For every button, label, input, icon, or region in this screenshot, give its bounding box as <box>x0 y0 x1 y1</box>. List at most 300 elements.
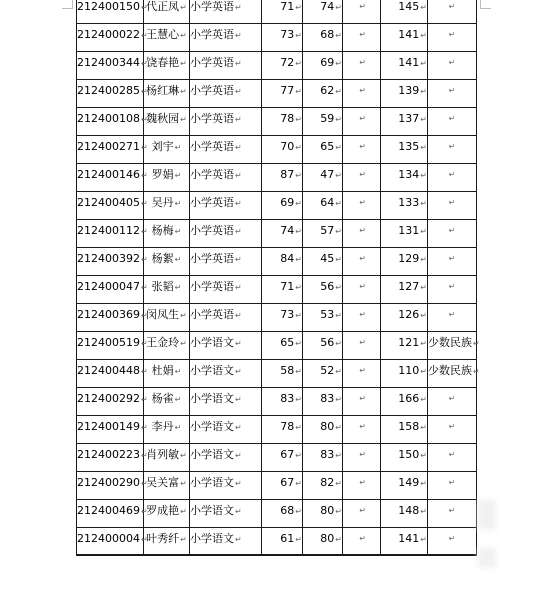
cell-blank <box>343 331 381 359</box>
cell-total <box>381 359 428 387</box>
cell-note <box>428 51 477 79</box>
paragraph-mark-icon: ↵ <box>359 141 366 151</box>
cell-id-text: 212400223 <box>77 447 140 461</box>
cell-score-1-text: 78 <box>280 111 295 125</box>
table-row <box>77 303 477 331</box>
cell-id <box>77 359 148 387</box>
paragraph-mark-icon: ↵ <box>295 282 302 292</box>
cell-score-2-text: 47 <box>320 167 335 181</box>
paragraph-mark-icon: ↵ <box>335 338 342 348</box>
cell-subject <box>190 527 262 555</box>
paragraph-mark-icon: ↵ <box>141 422 148 432</box>
cell-score-2-text: 80 <box>320 503 335 517</box>
cell-blank <box>343 387 381 415</box>
paragraph-mark-icon: ↵ <box>420 450 427 460</box>
cell-name <box>144 527 190 555</box>
paragraph-mark-icon: ↵ <box>141 366 148 376</box>
cell-total-text: 141 <box>398 27 420 41</box>
cell-total <box>381 135 428 163</box>
paragraph-mark-icon: ↵ <box>235 226 242 236</box>
cell-note <box>428 443 477 471</box>
paragraph-mark-icon: ↵ <box>141 198 148 208</box>
paragraph-mark-icon: ↵ <box>235 366 242 376</box>
cell-note <box>428 387 477 415</box>
cell-score-2 <box>303 275 343 303</box>
cell-score-1 <box>262 163 303 191</box>
cell-blank <box>343 163 381 191</box>
cell-score-1 <box>262 275 303 303</box>
cell-subject-text: 小学英语 <box>190 27 234 41</box>
cell-name <box>144 247 190 275</box>
cell-score-1-text: 69 <box>280 195 295 209</box>
cell-score-2-text: 45 <box>320 251 335 265</box>
cell-score-2 <box>303 0 343 23</box>
cell-score-2 <box>303 359 343 387</box>
table-row <box>77 107 477 135</box>
cell-name-text: 闵凤生 <box>146 307 180 321</box>
paragraph-mark-icon: ↵ <box>235 86 242 96</box>
cell-total-text: 133 <box>398 195 420 209</box>
cell-note <box>428 303 477 331</box>
paragraph-mark-icon: ↵ <box>174 422 182 432</box>
cell-total <box>381 415 428 443</box>
paragraph-mark-icon: ↵ <box>180 58 187 68</box>
cell-name-text: 王金玲 <box>146 335 180 349</box>
paragraph-mark-icon: ↵ <box>180 338 187 348</box>
cell-name-text: 罗娟 <box>151 167 174 181</box>
paragraph-mark-icon: ↵ <box>448 505 456 515</box>
paragraph-mark-icon: ↵ <box>335 282 342 292</box>
paragraph-mark-icon: ↵ <box>295 3 302 12</box>
cell-score-1 <box>262 0 303 23</box>
cell-name-text: 杨梅 <box>151 223 174 237</box>
cell-score-2 <box>303 191 343 219</box>
paragraph-mark-icon: ↵ <box>420 282 427 292</box>
paragraph-mark-icon: ↵ <box>235 198 242 208</box>
cell-score-2-text: 52 <box>320 363 335 377</box>
cell-total-text: 166 <box>398 391 420 405</box>
cell-blank <box>343 527 381 555</box>
cell-id <box>77 51 148 79</box>
table-row <box>77 415 477 443</box>
cell-blank <box>343 107 381 135</box>
paragraph-mark-icon: ↵ <box>141 506 148 516</box>
cell-score-2 <box>303 247 343 275</box>
paragraph-mark-icon: ↵ <box>335 30 342 40</box>
cell-note <box>428 23 477 51</box>
paragraph-mark-icon: ↵ <box>235 3 242 12</box>
paragraph-mark-icon: ↵ <box>420 478 427 488</box>
table-row <box>77 387 477 415</box>
paragraph-mark-icon: ↵ <box>235 254 242 264</box>
cell-score-2-text: 64 <box>320 195 335 209</box>
cell-score-1-text: 77 <box>280 83 295 97</box>
cell-total-text: 150 <box>398 447 420 461</box>
cell-note <box>428 191 477 219</box>
cell-id <box>77 191 148 219</box>
cell-id-text: 212400047 <box>77 279 140 293</box>
paragraph-mark-icon: ↵ <box>448 309 456 319</box>
paragraph-mark-icon: ↵ <box>235 142 242 152</box>
paragraph-mark-icon: ↵ <box>141 450 148 460</box>
cell-score-2-text: 65 <box>320 139 335 153</box>
cell-total-text: 137 <box>398 111 420 125</box>
cell-score-2-text: 80 <box>320 531 335 545</box>
cell-subject <box>190 331 262 359</box>
paragraph-mark-icon: ↵ <box>359 281 366 291</box>
paragraph-mark-icon: ↵ <box>174 142 182 152</box>
cell-name-text: 吴关富 <box>146 475 180 489</box>
paragraph-mark-icon: ↵ <box>420 226 427 236</box>
cell-subject-text: 小学语文 <box>190 419 234 433</box>
paragraph-mark-icon: ↵ <box>420 422 427 432</box>
paragraph-mark-icon: ↵ <box>174 254 182 264</box>
cell-score-2 <box>303 51 343 79</box>
paragraph-mark-icon: ↵ <box>141 142 148 152</box>
cell-score-1 <box>262 499 303 527</box>
paragraph-mark-icon: ↵ <box>180 450 187 460</box>
cell-score-1 <box>262 219 303 247</box>
paragraph-mark-icon: ↵ <box>335 310 342 320</box>
cell-note <box>428 107 477 135</box>
cell-subject <box>190 443 262 471</box>
cell-note <box>428 331 480 359</box>
cell-note <box>428 415 477 443</box>
paragraph-mark-icon: ↵ <box>141 338 148 348</box>
cell-subject-text: 小学语文 <box>190 335 234 349</box>
scan-smudge <box>478 548 496 568</box>
table-row <box>77 51 477 79</box>
cell-total-text: 141 <box>398 55 420 69</box>
paragraph-mark-icon: ↵ <box>448 477 456 487</box>
cell-total <box>381 51 428 79</box>
paragraph-mark-icon: ↵ <box>141 3 148 12</box>
cell-id-text: 212400150 <box>77 0 140 13</box>
cell-score-2 <box>303 387 343 415</box>
cell-note <box>428 79 477 107</box>
paragraph-mark-icon: ↵ <box>335 114 342 124</box>
cell-note-text: 少数民族 <box>428 335 472 349</box>
paragraph-mark-icon: ↵ <box>335 534 342 544</box>
cell-note <box>428 135 477 163</box>
paragraph-mark-icon: ↵ <box>335 478 342 488</box>
cell-subject-text: 小学英语 <box>190 83 234 97</box>
cell-id-text: 212400392 <box>77 251 140 265</box>
cell-id <box>77 107 148 135</box>
cell-note-text: 少数民族 <box>428 363 472 377</box>
cell-id <box>77 275 148 303</box>
paragraph-mark-icon: ↵ <box>420 30 427 40</box>
cell-score-1-text: 73 <box>280 27 295 41</box>
paragraph-mark-icon: ↵ <box>473 366 480 376</box>
cell-subject-text: 小学英语 <box>190 279 234 293</box>
cell-blank <box>343 359 381 387</box>
paragraph-mark-icon: ↵ <box>420 58 427 68</box>
cell-subject-text: 小学英语 <box>190 167 234 181</box>
cell-score-2 <box>303 471 343 499</box>
cell-score-1-text: 67 <box>280 447 295 461</box>
table-row <box>77 23 477 51</box>
cell-id <box>77 79 148 107</box>
cell-score-2 <box>303 443 343 471</box>
paragraph-mark-icon: ↵ <box>420 366 427 376</box>
table-row <box>77 219 477 247</box>
cell-name <box>144 23 190 51</box>
paragraph-mark-icon: ↵ <box>141 310 148 320</box>
cell-name-text: 张韬 <box>151 279 174 293</box>
scan-smudge <box>478 500 496 530</box>
paragraph-mark-icon: ↵ <box>359 533 366 543</box>
paragraph-mark-icon: ↵ <box>359 477 366 487</box>
cell-id <box>77 303 148 331</box>
cell-name <box>144 499 190 527</box>
cell-total-text: 126 <box>398 307 420 321</box>
cell-id <box>77 331 148 359</box>
cell-total-text: 127 <box>398 279 420 293</box>
cell-id-text: 212400108 <box>77 111 140 125</box>
paragraph-mark-icon: ↵ <box>174 282 182 292</box>
paragraph-mark-icon: ↵ <box>335 394 342 404</box>
cell-total <box>381 23 428 51</box>
table-row <box>77 331 477 359</box>
table-row <box>77 191 477 219</box>
cell-id-text: 212400290 <box>77 475 140 489</box>
cell-total <box>381 219 428 247</box>
cell-name-text: 王慧心 <box>146 27 180 41</box>
cell-note <box>428 0 477 23</box>
paragraph-mark-icon: ↵ <box>141 478 148 488</box>
cell-score-2-text: 68 <box>320 27 335 41</box>
cell-score-2 <box>303 135 343 163</box>
cell-score-1 <box>262 51 303 79</box>
paragraph-mark-icon: ↵ <box>359 421 366 431</box>
cell-subject-text: 小学语文 <box>190 531 234 545</box>
cell-note <box>428 247 477 275</box>
cell-name <box>144 0 190 23</box>
paragraph-mark-icon: ↵ <box>295 366 302 376</box>
cell-name <box>144 163 190 191</box>
cell-subject-text: 小学英语 <box>190 307 234 321</box>
cell-name <box>144 359 190 387</box>
paragraph-mark-icon: ↵ <box>141 282 148 292</box>
cell-score-2-text: 74 <box>320 0 335 13</box>
cell-score-1-text: 84 <box>280 251 295 265</box>
paragraph-mark-icon: ↵ <box>180 534 187 544</box>
paragraph-mark-icon: ↵ <box>359 113 366 123</box>
cell-id-text: 212400469 <box>77 503 140 517</box>
paragraph-mark-icon: ↵ <box>335 450 342 460</box>
cell-blank <box>343 79 381 107</box>
cell-total <box>381 0 428 23</box>
cell-blank <box>343 0 381 23</box>
paragraph-mark-icon: ↵ <box>235 450 242 460</box>
paragraph-mark-icon: ↵ <box>141 86 148 96</box>
cell-id <box>77 499 148 527</box>
cell-score-1 <box>262 359 303 387</box>
cell-total <box>381 79 428 107</box>
cell-name-text: 饶春艳 <box>146 55 180 69</box>
cell-subject <box>190 471 262 499</box>
table-row <box>77 247 477 275</box>
paragraph-mark-icon: ↵ <box>141 254 148 264</box>
cell-score-1 <box>262 471 303 499</box>
paragraph-mark-icon: ↵ <box>295 170 302 180</box>
paragraph-mark-icon: ↵ <box>335 3 342 12</box>
cell-score-1 <box>262 107 303 135</box>
paragraph-mark-icon: ↵ <box>335 58 342 68</box>
cell-total <box>381 499 428 527</box>
paragraph-mark-icon: ↵ <box>359 2 366 11</box>
paragraph-mark-icon: ↵ <box>448 169 456 179</box>
paragraph-mark-icon: ↵ <box>448 225 456 235</box>
cell-subject-text: 小学语文 <box>190 475 234 489</box>
paragraph-mark-icon: ↵ <box>359 57 366 67</box>
cell-score-1-text: 74 <box>280 223 295 237</box>
paragraph-mark-icon: ↵ <box>448 141 456 151</box>
cell-id-text: 212400519 <box>77 335 140 349</box>
paragraph-mark-icon: ↵ <box>448 197 456 207</box>
cell-name-text: 杨雀 <box>151 391 174 405</box>
cell-total <box>381 107 428 135</box>
cell-name-text: 吴丹 <box>151 195 174 209</box>
cell-note <box>428 219 477 247</box>
cell-name-text: 罗成艳 <box>146 503 180 517</box>
cell-score-2 <box>303 331 343 359</box>
cell-id-text: 212400292 <box>77 391 140 405</box>
cell-score-2-text: 82 <box>320 475 335 489</box>
cell-id <box>77 219 148 247</box>
paragraph-mark-icon: ↵ <box>448 2 456 11</box>
page-corner-mark <box>62 0 73 9</box>
cell-name <box>144 107 190 135</box>
cell-total-text: 158 <box>398 419 420 433</box>
paragraph-mark-icon: ↵ <box>141 226 148 236</box>
paragraph-mark-icon: ↵ <box>335 198 342 208</box>
paragraph-mark-icon: ↵ <box>295 450 302 460</box>
paragraph-mark-icon: ↵ <box>335 254 342 264</box>
cell-subject-text: 小学英语 <box>190 195 234 209</box>
cell-blank <box>343 135 381 163</box>
paragraph-mark-icon: ↵ <box>180 114 187 124</box>
table-row <box>77 0 477 23</box>
cell-id-text: 212400344 <box>77 55 140 69</box>
cell-id <box>77 387 148 415</box>
cell-total-text: 148 <box>398 503 420 517</box>
cell-total <box>381 247 428 275</box>
paragraph-mark-icon: ↵ <box>359 393 366 403</box>
cell-total <box>381 163 428 191</box>
cell-blank <box>343 275 381 303</box>
cell-score-1 <box>262 331 303 359</box>
paragraph-mark-icon: ↵ <box>420 3 427 12</box>
paragraph-mark-icon: ↵ <box>359 169 366 179</box>
paragraph-mark-icon: ↵ <box>141 534 148 544</box>
paragraph-mark-icon: ↵ <box>174 394 182 404</box>
paragraph-mark-icon: ↵ <box>420 506 427 516</box>
cell-subject <box>190 415 262 443</box>
cell-note <box>428 499 477 527</box>
paragraph-mark-icon: ↵ <box>359 449 366 459</box>
cell-score-1-text: 71 <box>280 279 295 293</box>
cell-score-1-text: 68 <box>280 503 295 517</box>
cell-name-text: 叶秀纤 <box>146 531 180 545</box>
cell-score-1 <box>262 23 303 51</box>
cell-subject-text: 小学语文 <box>190 503 234 517</box>
cell-subject-text: 小学英语 <box>190 0 234 13</box>
table-row <box>77 443 477 471</box>
paragraph-mark-icon: ↵ <box>180 310 187 320</box>
paragraph-mark-icon: ↵ <box>335 142 342 152</box>
cell-score-2-text: 56 <box>320 335 335 349</box>
cell-subject-text: 小学英语 <box>190 251 234 265</box>
paragraph-mark-icon: ↵ <box>295 534 302 544</box>
cell-name-text: 代正凤 <box>146 0 180 13</box>
cell-subject <box>190 219 262 247</box>
paragraph-mark-icon: ↵ <box>141 58 148 68</box>
paragraph-mark-icon: ↵ <box>448 85 456 95</box>
cell-id <box>77 135 148 163</box>
cell-subject <box>190 275 262 303</box>
paragraph-mark-icon: ↵ <box>295 114 302 124</box>
table-row <box>77 359 477 387</box>
paragraph-mark-icon: ↵ <box>295 198 302 208</box>
cell-name-text: 杜娟 <box>151 363 174 377</box>
paragraph-mark-icon: ↵ <box>448 57 456 67</box>
paragraph-mark-icon: ↵ <box>295 254 302 264</box>
paragraph-mark-icon: ↵ <box>420 198 427 208</box>
cell-subject-text: 小学英语 <box>190 55 234 69</box>
cell-id <box>77 471 148 499</box>
cell-score-1 <box>262 443 303 471</box>
cell-subject-text: 小学英语 <box>190 111 234 125</box>
paragraph-mark-icon: ↵ <box>359 365 366 375</box>
cell-subject <box>190 191 262 219</box>
paragraph-mark-icon: ↵ <box>235 282 242 292</box>
paragraph-mark-icon: ↵ <box>235 422 242 432</box>
cell-score-2 <box>303 415 343 443</box>
cell-name <box>144 191 190 219</box>
paragraph-mark-icon: ↵ <box>359 197 366 207</box>
cell-score-2-text: 83 <box>320 391 335 405</box>
paragraph-mark-icon: ↵ <box>359 253 366 263</box>
cell-blank <box>343 443 381 471</box>
cell-score-1-text: 58 <box>280 363 295 377</box>
cell-score-2 <box>303 499 343 527</box>
cell-id <box>77 0 148 23</box>
cell-blank <box>343 51 381 79</box>
paragraph-mark-icon: ↵ <box>235 310 242 320</box>
cell-id-text: 212400146 <box>77 167 140 181</box>
cell-total <box>381 387 428 415</box>
cell-name-text: 刘宇 <box>151 139 174 153</box>
paragraph-mark-icon: ↵ <box>235 170 242 180</box>
paragraph-mark-icon: ↵ <box>235 478 242 488</box>
cell-score-1-text: 67 <box>280 475 295 489</box>
cell-score-2 <box>303 163 343 191</box>
cell-score-2-text: 83 <box>320 447 335 461</box>
paragraph-mark-icon: ↵ <box>420 338 427 348</box>
cell-name-text: 肖列敏 <box>146 447 180 461</box>
cell-name-text: 杨红琳 <box>146 83 180 97</box>
cell-subject <box>190 303 262 331</box>
cell-score-1-text: 61 <box>280 531 295 545</box>
cell-score-1-text: 83 <box>280 391 295 405</box>
paragraph-mark-icon: ↵ <box>295 394 302 404</box>
cell-blank <box>343 23 381 51</box>
cell-name <box>144 275 190 303</box>
cell-score-2 <box>303 23 343 51</box>
cell-total <box>381 191 428 219</box>
